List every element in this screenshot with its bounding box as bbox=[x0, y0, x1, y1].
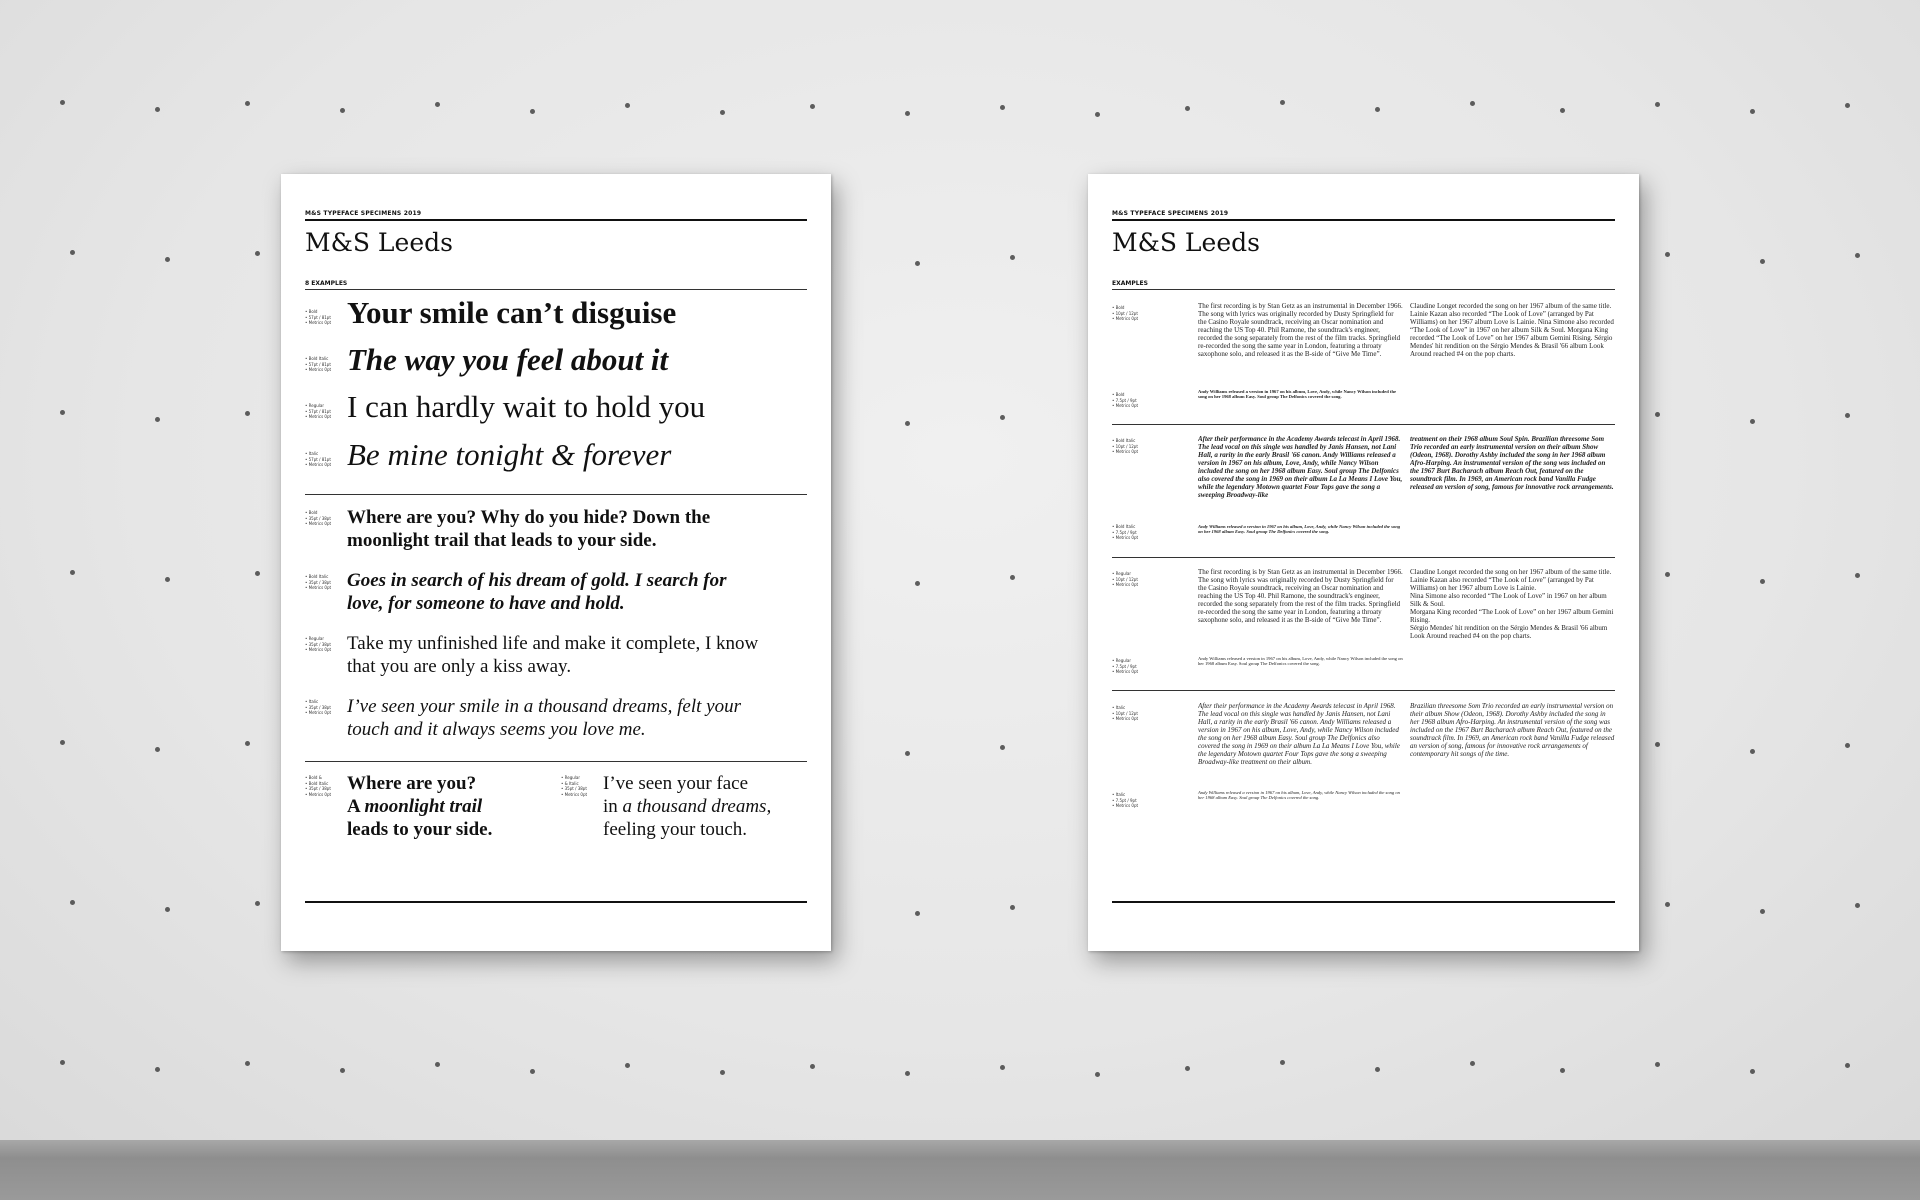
footer-rule bbox=[1112, 901, 1615, 903]
specimen-line: The way you feel about it bbox=[347, 342, 669, 377]
tie-hole bbox=[1095, 112, 1100, 117]
tie-hole bbox=[165, 577, 170, 582]
spec-label: • Bold Italic • 7.5pt / 9pt • Metrics 0pt bbox=[1112, 524, 1139, 540]
tie-hole bbox=[1470, 101, 1475, 106]
tie-hole bbox=[1560, 1068, 1565, 1073]
tie-hole bbox=[905, 111, 910, 116]
tie-hole bbox=[1665, 902, 1670, 907]
tie-hole bbox=[70, 900, 75, 905]
body-text-column: After their performance in the Academy Awards telecast in April 1968. The lead vocal on this single was handled by Janis Hansen, not Lani Hall, a rarity in the early Brasil '66 canon. Andy Williams released a version in 1967 on his album, Love, Andy, while Nancy Wilson included the song on her 1968 album Easy. Soul group The Delfonics also covered the song in 1969 on their album La La Means I Love You, while the legendary Motown quartet Four Tops gave the song a sweeping Broadway-like bbox=[1198, 435, 1403, 499]
tie-hole bbox=[60, 1060, 65, 1065]
body-text-column: The first recording is by Stan Getz as an instrumental in December 1966. The song with lyrics was originally recorded by Dusty Springfield for the Casino Royale soundtrack, receiving an Oscar nomination and reaching the US Top 40. Phil Ramone, the soundtrack's engineer, recorded the song separately from the rest of the film tracks. Springfield re-recorded the song the same year in London, featuring a throaty saxophone solo, and released it as the B-side of “Give Me Time”. bbox=[1198, 568, 1403, 624]
small-text: Andy Williams released a version in 1967 on his album, Love, Andy, while Nancy Wilson included the song on her 1968 album Easy. Soul group The Delfonics covered the song. bbox=[1198, 790, 1400, 801]
tie-hole bbox=[530, 109, 535, 114]
spec-label: • Bold • 35pt / 38pt • Metrics 0pt bbox=[305, 510, 332, 526]
specimen-column bbox=[347, 772, 537, 841]
spec-label: • Bold Italic • 57pt / 81pt • Metrics 0pt bbox=[305, 356, 332, 372]
divider bbox=[305, 494, 807, 495]
tie-hole bbox=[245, 101, 250, 106]
column-text: in bbox=[603, 796, 623, 817]
body-text-column: After their performance in the Academy Awards telecast in April 1968. The lead vocal on this single was handled by Janis Hansen, not Lani Hall, a rarity in the early Brasil '66 canon. Andy Williams released a version in 1967 on his album, Love, Andy, while Nancy Wilson included the song on her 1968 album Easy. Soul group The Delfonics also covered the song in 1969 on their album La La Means I Love You, while the legendary Motown quartet Four Tops gave the song a sweeping Broadway-like treatment on their album. bbox=[1198, 702, 1400, 766]
tie-hole bbox=[70, 570, 75, 575]
tie-hole bbox=[1665, 252, 1670, 257]
tie-hole bbox=[905, 751, 910, 756]
tie-hole bbox=[915, 911, 920, 916]
specimen-paragraph: I’ve seen your smile in a thousand dreams, felt your touch and it always seems you love me. bbox=[347, 696, 741, 740]
tie-hole bbox=[1845, 1063, 1850, 1068]
column-line: leads to your side. bbox=[347, 819, 493, 840]
tie-hole bbox=[1010, 255, 1015, 260]
tie-hole bbox=[155, 747, 160, 752]
tie-hole bbox=[435, 1062, 440, 1067]
tie-hole bbox=[1000, 1065, 1005, 1070]
spec-label: • Bold • 57pt / 81pt • Metrics 0pt bbox=[305, 309, 332, 325]
body-text-column: treatment on their 1968 album Soul Spin. Brazilian threesome Som Trio recorded an early instrumental version on their album Show (Odeon, 1968). Dorothy Ashby included the song in her 1968 album Afro-Harping. An instrumental version of the song was included on the 1967 Burt Bacharach album Reach Out, featured on the soundtrack film. In 1969, an American rock band Vanilla Fudge released an version of song, famous for innovative rock arrangements. bbox=[1410, 435, 1614, 491]
small-text: Andy Williams released a version in 1967 on his album, Love, Andy, while Nancy Wilson included the song on her 1968 album Easy. Soul group The Delfonics covered the song. bbox=[1198, 524, 1401, 535]
tie-hole bbox=[255, 901, 260, 906]
divider bbox=[1112, 690, 1615, 691]
column-line: Where are you? bbox=[347, 773, 477, 794]
tie-hole bbox=[255, 571, 260, 576]
poster-header: M&S TYPEFACE SPECIMENS 2019 bbox=[1112, 210, 1229, 217]
footer-rule bbox=[305, 901, 807, 903]
tie-hole bbox=[1095, 1072, 1100, 1077]
tie-hole bbox=[1845, 103, 1850, 108]
spec-label: • Regular • 57pt / 81pt • Metrics 0pt bbox=[305, 403, 332, 419]
body-text-column: Claudine Longet recorded the song on her 1967 album of the same title. Lainie Kazan also recorded “The Look of Love” (arranged by Pat Williams) on her 1967 album Love is Lainie. Nina Simone also recorded “The Look of Love” in 1967 on her album Silk & Soul. Morgana King recorded “The Look of Love” on her 1967 album Gemini Rising. Sérgio Mendes' hit rendition on the Sérgio Mendes & Brasil '66 album Look Around reached #4 on the pop charts. bbox=[1410, 568, 1614, 640]
tie-hole bbox=[1185, 106, 1190, 111]
tie-hole bbox=[1855, 573, 1860, 578]
tie-hole bbox=[1845, 413, 1850, 418]
spec-label: • Bold • 7.5pt / 9pt • Metrics 0pt bbox=[1112, 392, 1139, 408]
section-rule bbox=[1112, 289, 1615, 290]
specimen-paragraph: Where are you? Why do you hide? Down the moonlight trail that leads to your side. bbox=[347, 507, 711, 551]
tie-hole bbox=[1750, 1069, 1755, 1074]
tie-hole bbox=[1845, 743, 1850, 748]
specimen-paragraph: Take my unfinished life and make it complete, I know that you are only a kiss away. bbox=[347, 633, 759, 677]
tie-hole bbox=[245, 741, 250, 746]
specimen-column bbox=[603, 772, 813, 841]
tie-hole bbox=[625, 1063, 630, 1068]
floor bbox=[0, 1140, 1920, 1200]
spec-label: • Italic • 7.5pt / 9pt • Metrics 0pt bbox=[1112, 792, 1139, 808]
header-rule bbox=[305, 219, 807, 221]
tie-hole bbox=[1655, 102, 1660, 107]
tie-hole bbox=[1855, 903, 1860, 908]
header-rule bbox=[1112, 219, 1615, 221]
poster-title: M&S Leeds bbox=[1112, 228, 1260, 257]
specimen-paragraph: Goes in search of his dream of gold. I search for love, for someone to have and hold. bbox=[347, 570, 727, 614]
tie-hole bbox=[1470, 1061, 1475, 1066]
tie-hole bbox=[905, 421, 910, 426]
tie-hole bbox=[1560, 108, 1565, 113]
tie-hole bbox=[1750, 109, 1755, 114]
tie-hole bbox=[1655, 1062, 1660, 1067]
tie-hole bbox=[1280, 100, 1285, 105]
tie-hole bbox=[720, 110, 725, 115]
tie-hole bbox=[915, 261, 920, 266]
tie-hole bbox=[70, 250, 75, 255]
section-rule bbox=[305, 289, 807, 290]
tie-hole bbox=[915, 581, 920, 586]
spec-label: • Bold Italic • 10pt / 12pt • Metrics 0pt bbox=[1112, 438, 1139, 454]
tie-hole bbox=[1010, 905, 1015, 910]
tie-hole bbox=[155, 107, 160, 112]
tie-hole bbox=[1280, 1060, 1285, 1065]
tie-hole bbox=[435, 102, 440, 107]
divider bbox=[305, 761, 807, 762]
poster-left bbox=[281, 174, 831, 951]
tie-hole bbox=[1375, 1067, 1380, 1072]
tie-hole bbox=[1010, 575, 1015, 580]
tie-hole bbox=[60, 100, 65, 105]
specimen-line: Your smile can’t disguise bbox=[347, 295, 677, 330]
tie-hole bbox=[905, 1071, 910, 1076]
tie-hole bbox=[340, 1068, 345, 1073]
divider bbox=[1112, 557, 1615, 558]
specimen-line: I can hardly wait to hold you bbox=[347, 389, 706, 424]
tie-hole bbox=[340, 108, 345, 113]
spec-label: • Regular • 35pt / 38pt • Metrics 0pt bbox=[305, 636, 332, 652]
column-text: A bbox=[347, 796, 365, 817]
tie-hole bbox=[165, 907, 170, 912]
spec-label: • Regular • 10pt / 12pt • Metrics 0pt bbox=[1112, 571, 1139, 587]
tie-hole bbox=[625, 103, 630, 108]
spec-label: • Italic • 10pt / 12pt • Metrics 0pt bbox=[1112, 705, 1139, 721]
tie-hole bbox=[1760, 909, 1765, 914]
spec-label: • Regular • & Italic • 35pt / 38pt • Metrics 0pt bbox=[561, 775, 588, 797]
tie-hole bbox=[530, 1069, 535, 1074]
section-label: EXAMPLES bbox=[1112, 280, 1148, 287]
tie-hole bbox=[165, 257, 170, 262]
column-text-italic: a thousand dreams, bbox=[622, 796, 772, 817]
tie-hole bbox=[60, 740, 65, 745]
small-text: Andy Williams released a version in 1967 on his album, Love, Andy, while Nancy Wilson included the song on her 1968 album Easy. Soul group The Delfonics covered the song. bbox=[1198, 389, 1397, 400]
tie-hole bbox=[720, 1070, 725, 1075]
tie-hole bbox=[1185, 1066, 1190, 1071]
tie-hole bbox=[1000, 745, 1005, 750]
tie-hole bbox=[1750, 749, 1755, 754]
body-text-column: The first recording is by Stan Getz as an instrumental in December 1966. The song with lyrics was originally recorded by Dusty Springfield for the Casino Royale soundtrack, receiving an Oscar nomination and reaching the US Top 40. Phil Ramone, the soundtrack's engineer, recorded the song separately from the rest of the film tracks. Springfield re-recorded the song the same year in London, featuring a throaty saxophone solo, and released it as the B-side of “Give Me Time”. bbox=[1198, 302, 1403, 358]
spec-label: • Bold Italic • 35pt / 38pt • Metrics 0pt bbox=[305, 574, 332, 590]
poster-header: M&S TYPEFACE SPECIMENS 2019 bbox=[305, 210, 422, 217]
spec-label: • Italic • 35pt / 38pt • Metrics 0pt bbox=[305, 699, 332, 715]
tie-hole bbox=[1750, 419, 1755, 424]
tie-hole bbox=[155, 1067, 160, 1072]
column-line: I’ve seen your face bbox=[603, 773, 749, 794]
tie-hole bbox=[245, 1061, 250, 1066]
tie-hole bbox=[1000, 415, 1005, 420]
tie-hole bbox=[1855, 253, 1860, 258]
tie-hole bbox=[155, 417, 160, 422]
poster-title: M&S Leeds bbox=[305, 228, 453, 257]
tie-hole bbox=[1655, 742, 1660, 747]
column-text-italic: moonlight trail bbox=[364, 796, 483, 817]
tie-hole bbox=[245, 411, 250, 416]
small-text: Andy Williams released a version in 1967 on his album, Love, Andy, while Nancy Wilson included the song on her 1968 album Easy. Soul group The Delfonics covered the song. bbox=[1198, 656, 1403, 667]
column-line: feeling your touch. bbox=[603, 819, 748, 840]
tie-hole bbox=[1000, 105, 1005, 110]
spec-label: • Bold & • Bold Italic • 35pt / 38pt • Metrics 0pt bbox=[305, 775, 332, 797]
spec-label: • Bold • 10pt / 12pt • Metrics 0pt bbox=[1112, 305, 1139, 321]
specimen-line: Be mine tonight & forever bbox=[347, 437, 672, 472]
body-text-column: Brazilian threesome Som Trio recorded an early instrumental version on their album Show (Odeon, 1968). Dorothy Ashby included the song in her 1968 album Afro-Harping. An instrumental version of the song was included on the 1967 Burt Bacharach album Reach Out, featured on the soundtrack film. In 1969, an American rock band Vanilla Fudge released an version of song, famous for innovative rock arrangements of contemporary hit songs of the time. bbox=[1410, 702, 1615, 758]
tie-hole bbox=[1760, 259, 1765, 264]
tie-hole bbox=[1665, 572, 1670, 577]
body-text-column: Claudine Longet recorded the song on her 1967 album of the same title. Lainie Kazan also recorded “The Look of Love” (arranged by Pat Williams) on her 1967 album Love is Lainie. Nina Simone also recorded “The Look of Love” in 1967 on her album Silk & Soul. Morgana King recorded “The Look of Love” on her 1967 album Gemini Rising. Sérgio Mendes' hit rendition on the Sérgio Mendes & Brasil '66 album Look Around reached #4 on the pop charts. bbox=[1410, 302, 1614, 358]
column-line bbox=[347, 795, 537, 818]
poster-right bbox=[1088, 174, 1639, 951]
tie-hole bbox=[810, 104, 815, 109]
section-label: 8 EXAMPLES bbox=[305, 280, 348, 287]
tie-hole bbox=[810, 1064, 815, 1069]
column-line bbox=[603, 795, 813, 818]
tie-hole bbox=[1760, 579, 1765, 584]
divider bbox=[1112, 424, 1615, 425]
tie-hole bbox=[255, 251, 260, 256]
tie-hole bbox=[1375, 107, 1380, 112]
tie-hole bbox=[1655, 412, 1660, 417]
tie-hole bbox=[60, 410, 65, 415]
spec-label: • Regular • 7.5pt / 9pt • Metrics 0pt bbox=[1112, 658, 1139, 674]
spec-label: • Italic • 57pt / 81pt • Metrics 0pt bbox=[305, 451, 332, 467]
